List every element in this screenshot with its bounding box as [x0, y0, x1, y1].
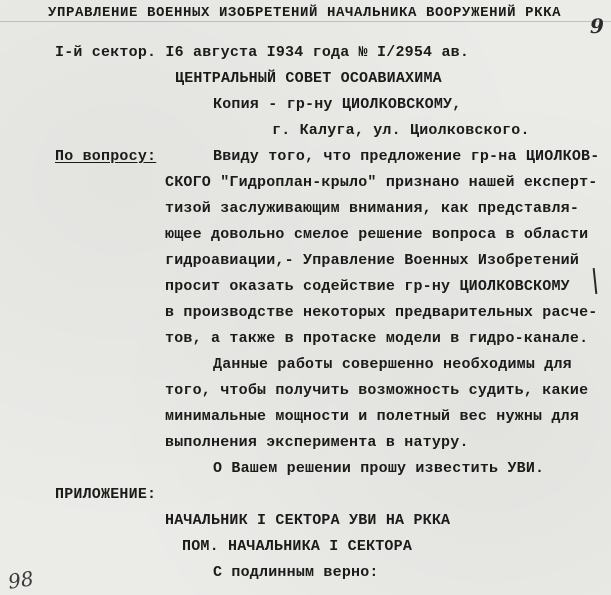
addressee-line-1: ЦЕНТРАЛЬНЫЙ СОВЕТ ОСОАВИАХИМА	[175, 70, 442, 87]
signature-line-1: НАЧАЛЬНИК I СЕКТОРА УВИ НА РККА	[165, 512, 451, 529]
body-line: гидроавиации,- Управление Военных Изобретений	[165, 252, 580, 269]
body-line: тов, а также в протаске модели в гидро-канале.	[165, 330, 589, 347]
attachment-label: ПРИЛОЖЕНИЕ:	[55, 486, 157, 503]
body-line: просит оказать содействие гр-ну ЦИОЛКОВСКОМУ	[165, 278, 570, 295]
certification-line: С подлинным верно:	[213, 564, 379, 581]
body-line: тизой заслуживающим внимания, как представля-	[165, 200, 580, 217]
addressee-line-2: Копия - гр-ну ЦИОЛКОВСКОМУ,	[213, 96, 462, 113]
addressee-line-3: г. Калуга, ул. Циолковского.	[272, 122, 530, 139]
signature-line-2: ПОМ. НАЧАЛЬНИКА I СЕКТОРА	[182, 538, 413, 555]
reference-line: I-й сектор. I6 августа I934 года № I/2954 ав.	[55, 44, 470, 61]
document-header: УПРАВЛЕНИЕ ВОЕННЫХ ИЗОБРЕТЕНИЙ НАЧАЛЬНИКА ВООРУЖЕНИЙ РККА	[48, 5, 562, 21]
body-line: выполнения эксперимента в натуру.	[165, 434, 469, 451]
body-line: Ввиду того, что предложение гр-на ЦИОЛКОВ-	[213, 148, 600, 165]
body-line: в производстве некоторых предварительных расче-	[165, 304, 598, 321]
page-number-mark: 9	[590, 14, 604, 38]
pen-mark	[593, 268, 598, 294]
handwritten-number: 98	[6, 566, 35, 594]
body-line: О Вашем решении прошу известить УВИ.	[213, 460, 545, 477]
body-line: СКОГО "Гидроплан-крыло" признано нашей експерт-	[165, 174, 598, 191]
body-line: того, чтобы получить возможность судить, какие	[165, 382, 589, 399]
subject-label: По вопросу:	[55, 148, 157, 165]
body-line: Данные работы совершенно необходимы для	[213, 356, 572, 373]
body-line: минимальные мощности и полетный вес нужны для	[165, 408, 580, 425]
body-line: ющее довольно смелое решение вопроса в области	[165, 226, 589, 243]
